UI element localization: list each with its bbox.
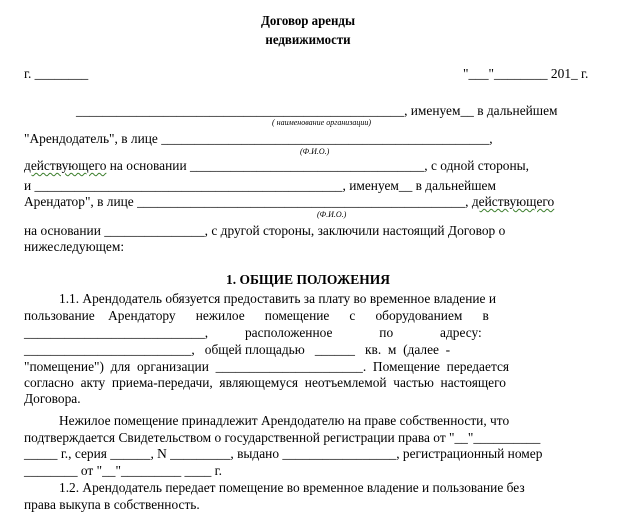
section1-heading: 1. ОБЩИЕ ПОЛОЖЕНИЯ xyxy=(226,273,390,288)
clause-1-1-line2: пользование Арендатору нежилое помещение с оборудованием в xyxy=(24,308,489,323)
fio-note-1: (Ф.И.О.) xyxy=(300,147,330,156)
ownership-para-line1: Нежилое помещение принадлежит Арендодателю на праве собственности, что xyxy=(59,413,510,428)
clause-1-1-line7: Договора. xyxy=(24,391,81,406)
city-field: г. ________ xyxy=(24,66,89,81)
ownership-para-line3: _____ г., серия ______, N _________, выдано _________________, регистрационный номер xyxy=(24,446,543,461)
clause-1-2-line1: 1.2. Арендодатель передает помещение во временное владение и пользование без xyxy=(59,480,525,495)
clause-1-1-line1: 1.1. Арендодатель обязуется предоставить за плату во временное владение и xyxy=(59,291,497,306)
document-title-line2: недвижимости xyxy=(265,32,351,47)
party2-basis-line: на основании _______________, с другой стороны, заключили настоящий Договор о xyxy=(24,223,506,238)
ownership-para-line2: подтверждается Свидетельством о государственной регистрации права от "__"__________ xyxy=(24,430,541,445)
party2-basis-line-end: нижеследующем: xyxy=(24,239,125,254)
clause-1-1-line5: "помещение") для организации ______________________. Помещение передается xyxy=(24,359,510,374)
acting-word: действующего xyxy=(24,158,107,173)
ownership-para-line4: ________ от "__"_________ ____ г. xyxy=(24,463,223,478)
org-name-note: ( наименование организации) xyxy=(272,118,372,127)
clause-1-2-line2: права выкупа в собственность. xyxy=(24,497,200,512)
clause-1-1-line3: ___________________________, расположенное по адресу: xyxy=(24,325,482,340)
clause-1-1-line6: согласно акту приема-передачи, являющемуся неотъемлемой частью настоящего xyxy=(24,375,506,390)
party1-line: _________________________________________________, именуем__ в дальнейшем xyxy=(76,103,558,118)
acting-word-2: действующего xyxy=(471,194,555,209)
party2-representative-line xyxy=(24,194,554,210)
date-field: "___"________ 201_ г. xyxy=(463,66,589,81)
clause-1-1-line4: _________________________, общей площадью ______ кв. м (далее - xyxy=(24,342,451,357)
party2-line: и ______________________________________________, именуем__ в дальнейшем xyxy=(24,178,496,193)
document-title-line1: Договор аренды xyxy=(260,13,356,28)
party1-basis-line xyxy=(24,158,529,174)
party2-representative-text: Арендатор", в лице _________________________________________________, xyxy=(24,194,472,209)
fio-note-2: (Ф.И.О.) xyxy=(317,210,347,219)
party1-basis-rest: на основании ___________________________________, с одной стороны, xyxy=(106,158,529,173)
party1-representative-line: "Арендодатель", в лице _________________________________________________, xyxy=(24,131,493,146)
